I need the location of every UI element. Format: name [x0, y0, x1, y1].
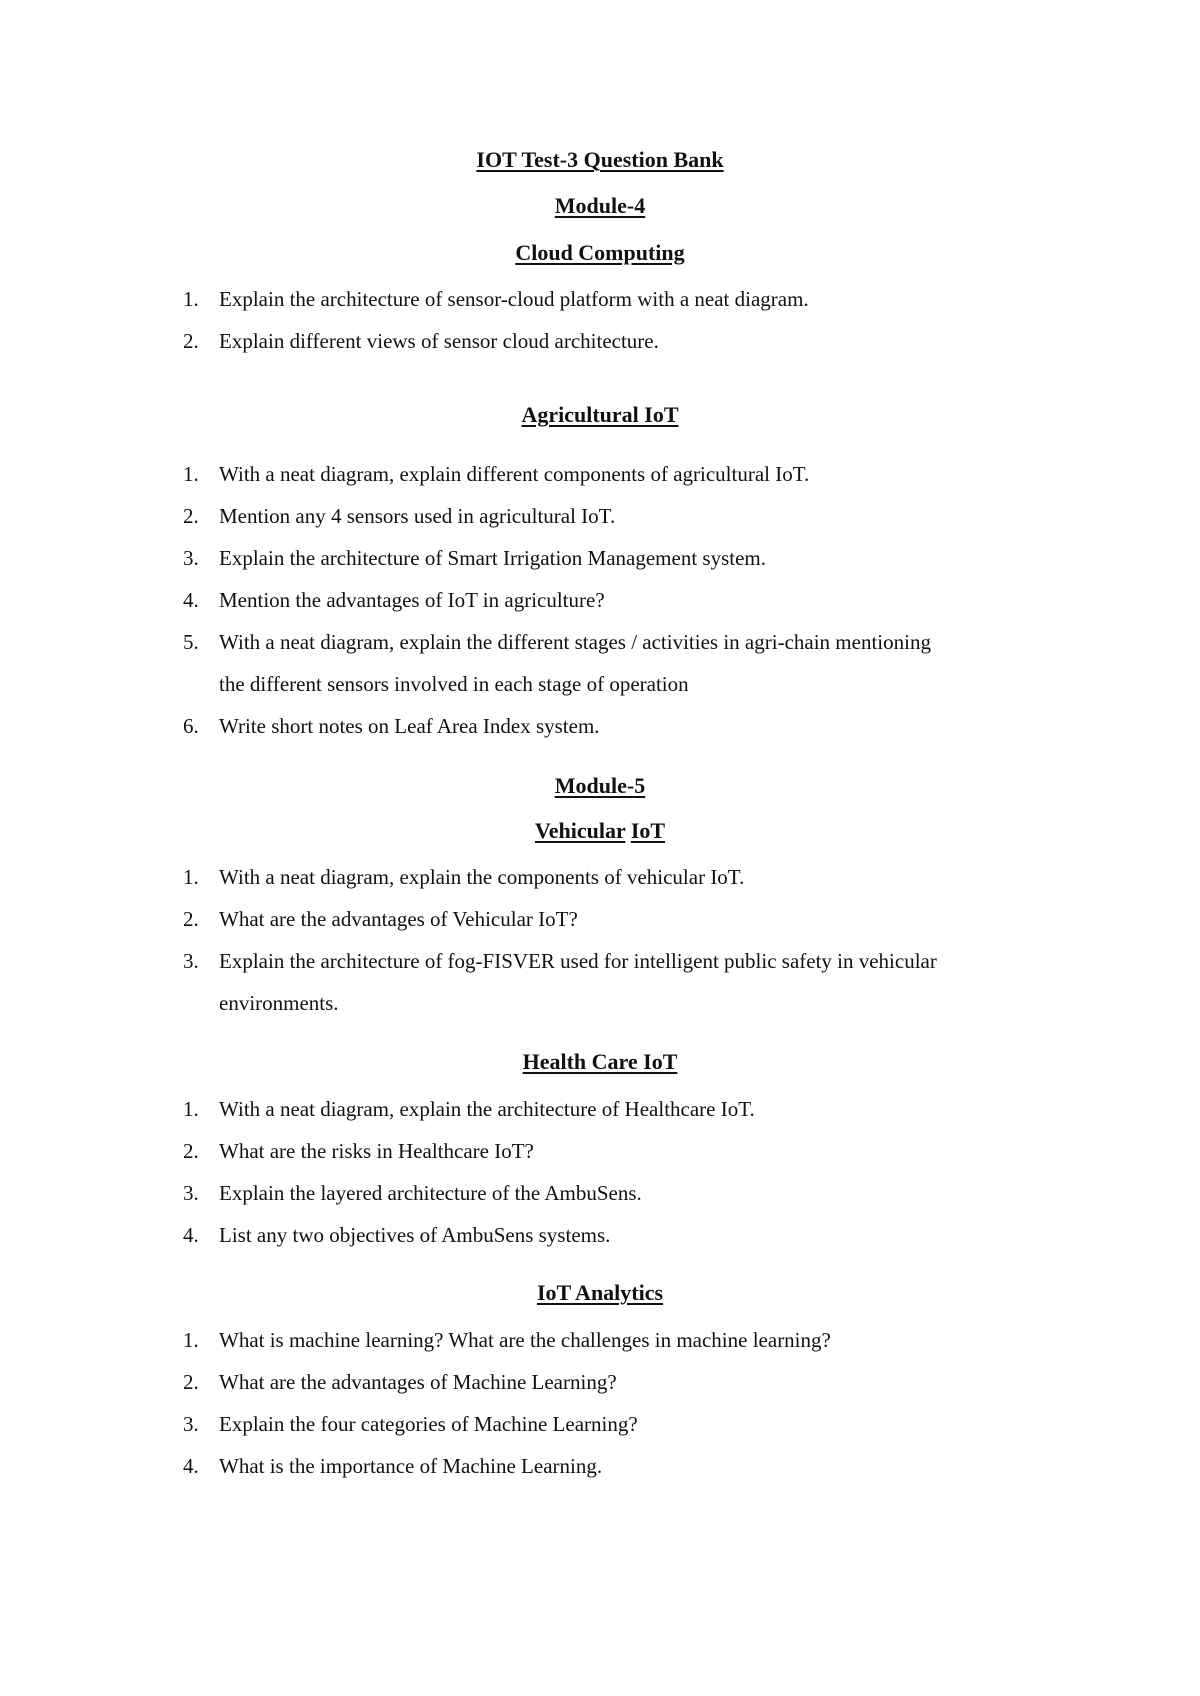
list-number: 3. [183, 949, 199, 973]
question-text: With a neat diagram, explain the architecture of Healthcare IoT. [219, 1097, 755, 1121]
list-number: 1. [183, 462, 199, 486]
list-number: 2. [183, 907, 199, 931]
question-text: List any two objectives of AmbuSens systems. [219, 1223, 611, 1247]
module-4-heading: Module-4 [554, 193, 646, 218]
cloud-computing-heading: Cloud Computing [515, 240, 685, 265]
iot-analytics-heading: IoT Analytics [536, 1280, 664, 1305]
question-text: environments. [219, 991, 339, 1015]
module-5-heading: Module-5 [554, 773, 646, 798]
question-text: Explain the layered architecture of the AmbuSens. [219, 1181, 642, 1205]
agricultural-iot-heading: Agricultural IoT [521, 402, 679, 427]
question-text: What are the advantages of Vehicular IoT? [219, 907, 578, 931]
list-number: 5. [183, 630, 199, 654]
heading-part: Vehicular [534, 818, 626, 843]
list-number: 2. [183, 1139, 199, 1163]
question-text: the different sensors involved in each stage of operation [219, 672, 689, 696]
health-care-iot-heading: Health Care IoT [522, 1049, 678, 1074]
list-number: 4. [183, 588, 199, 612]
question-text: Explain the architecture of Smart Irrigation Management system. [219, 546, 766, 570]
list-number: 1. [183, 287, 199, 311]
heading-part: IoT [630, 818, 666, 843]
question-text: Mention any 4 sensors used in agricultural IoT. [219, 504, 616, 528]
question-text: What are the advantages of Machine Learning? [219, 1370, 617, 1394]
question-text: Explain different views of sensor cloud architecture. [219, 329, 659, 353]
question-text: Mention the advantages of IoT in agriculture? [219, 588, 605, 612]
question-text: Explain the architecture of sensor-cloud platform with a neat diagram. [219, 287, 809, 311]
list-number: 2. [183, 1370, 199, 1394]
list-number: 3. [183, 1181, 199, 1205]
question-text: What is machine learning? What are the challenges in machine learning? [219, 1328, 831, 1352]
question-text: Explain the architecture of fog-FISVER used for intelligent public safety in vehicular [219, 949, 937, 973]
question-text: With a neat diagram, explain the different stages / activities in agri-chain mentioning [219, 630, 931, 654]
vehicular-iot-heading [0, 818, 1200, 844]
list-number: 2. [183, 504, 199, 528]
list-number: 1. [183, 1328, 199, 1352]
question-text: What are the risks in Healthcare IoT? [219, 1139, 534, 1163]
list-number: 1. [183, 865, 199, 889]
question-text: Explain the four categories of Machine Learning? [219, 1412, 638, 1436]
list-number: 6. [183, 714, 199, 738]
question-text: With a neat diagram, explain the components of vehicular IoT. [219, 865, 745, 889]
list-number: 4. [183, 1223, 199, 1247]
question-text: With a neat diagram, explain different components of agricultural IoT. [219, 462, 810, 486]
list-number: 4. [183, 1454, 199, 1478]
list-number: 1. [183, 1097, 199, 1121]
list-number: 3. [183, 546, 199, 570]
question-text: What is the importance of Machine Learning. [219, 1454, 603, 1478]
question-text: Write short notes on Leaf Area Index system. [219, 714, 600, 738]
document-title: IOT Test-3 Question Bank [476, 147, 724, 172]
list-number: 3. [183, 1412, 199, 1436]
list-number: 2. [183, 329, 199, 353]
